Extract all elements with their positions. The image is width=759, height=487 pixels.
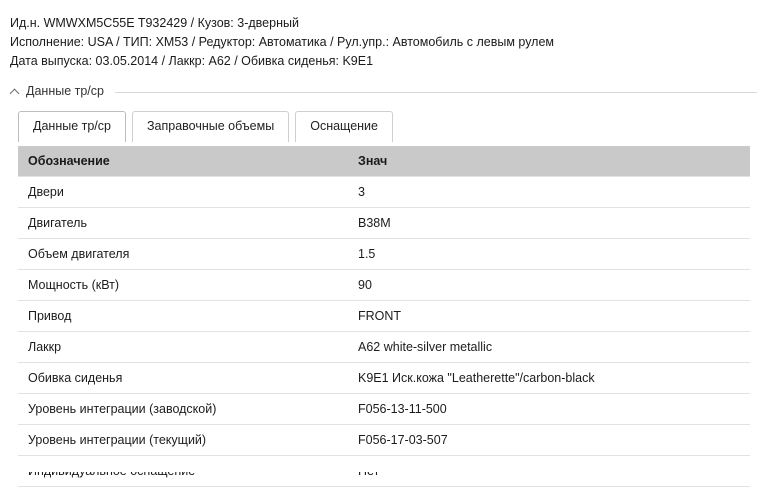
row-label: Уровень интеграции (заводской) — [18, 394, 348, 425]
vehicle-data-table — [18, 146, 750, 487]
table-row — [18, 208, 750, 239]
bottom-spacer — [0, 464, 759, 472]
row-value: 1.5 — [348, 239, 750, 270]
table-row — [18, 332, 750, 363]
table-body — [18, 177, 750, 487]
table-row — [18, 301, 750, 332]
table-row — [18, 394, 750, 425]
row-label: Двери — [18, 177, 348, 208]
table-row — [18, 425, 750, 456]
header-line-production: Дата выпуска: 03.05.2014 / Лаккр: A62 / Обивка сиденья: K9E1 — [10, 54, 374, 68]
row-label: Двигатель — [18, 208, 348, 239]
row-label: Объем двигателя — [18, 239, 348, 270]
table-header-row — [18, 146, 750, 177]
row-label: Мощность (кВт) — [18, 270, 348, 301]
section-header-vehicle-data[interactable] — [0, 84, 759, 98]
column-header-value: Знач — [348, 146, 750, 177]
tab-equipment[interactable]: Оснащение — [295, 111, 393, 142]
row-value: 3 — [348, 177, 750, 208]
header-line-vin: Ид.н. WMWXM5C55E T932429 / Кузов: 3-дверный — [10, 16, 299, 30]
row-value: K9E1 Иск.кожа "Leatherette"/carbon-black — [348, 363, 750, 394]
column-header-designation: Обозначение — [18, 146, 348, 177]
row-value: FRONT — [348, 301, 750, 332]
table-row — [18, 270, 750, 301]
row-value: 90 — [348, 270, 750, 301]
row-value: A62 white-silver metallic — [348, 332, 750, 363]
header-line-spec: Исполнение: USA / ТИП: XM53 / Редуктор: Автоматика / Рул.упр.: Автомобиль с левым рулем — [10, 35, 555, 49]
vehicle-data-table-container — [0, 146, 759, 487]
tab-vehicle-data[interactable]: Данные тр/ср — [18, 111, 126, 142]
row-label: Уровень интеграции (текущий) — [18, 425, 348, 456]
table-row — [18, 239, 750, 270]
row-label: Обивка сиденья — [18, 363, 348, 394]
section-divider — [115, 92, 757, 93]
tab-fill-volumes[interactable]: Заправочные объемы — [132, 111, 289, 142]
row-label: Лаккр — [18, 332, 348, 363]
row-label: Привод — [18, 301, 348, 332]
row-value: F056-13-11-500 — [348, 394, 750, 425]
table-head — [18, 146, 750, 177]
chevron-up-icon[interactable] — [10, 86, 21, 97]
table-row — [18, 363, 750, 394]
row-value: F056-17-03-507 — [348, 425, 750, 456]
tab-bar — [0, 110, 759, 142]
row-value: B38M — [348, 208, 750, 239]
table-row — [18, 177, 750, 208]
vehicle-identification-header — [0, 0, 759, 71]
section-title: Данные тр/ср — [26, 84, 110, 98]
